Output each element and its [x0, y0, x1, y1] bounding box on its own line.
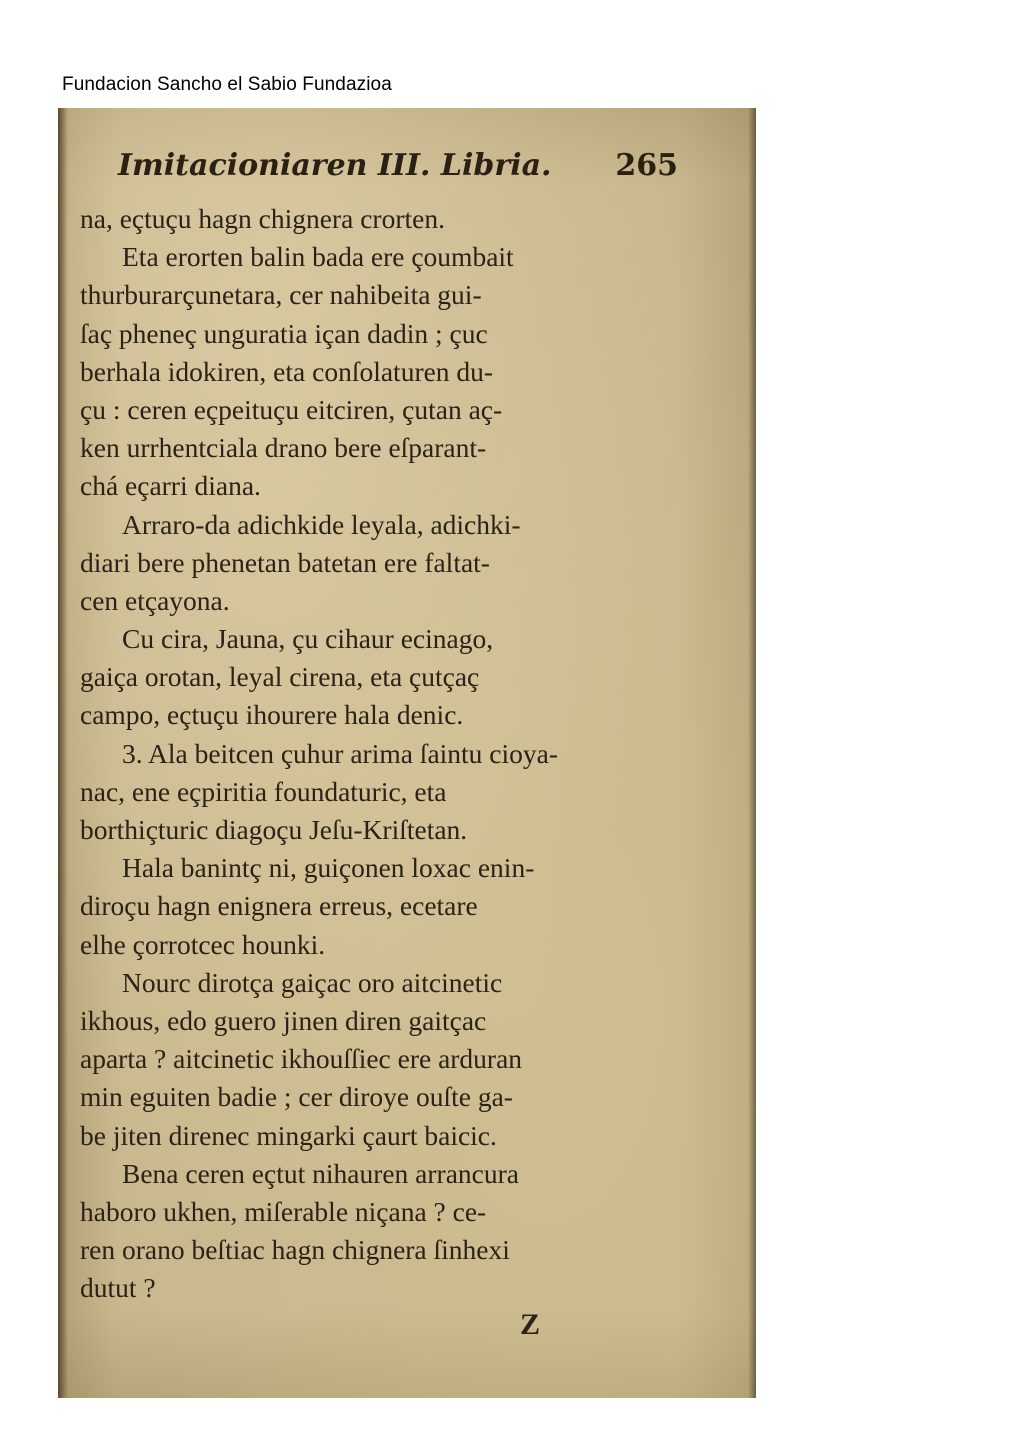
page-binding-edge — [58, 108, 68, 1398]
text-line: çu : ceren eçpeituçu eitciren, çutan aç- — [80, 393, 503, 425]
running-head-title: Imitacioniaren III. Libria. — [118, 148, 552, 183]
signature-mark: Z — [520, 1308, 541, 1341]
text-line: Hala banintç ni, guiçonen loxac enin- — [122, 852, 535, 884]
text-line: thurburarçunetara, cer nahibeita gui- — [80, 279, 482, 311]
text-line: dutut ? — [80, 1272, 156, 1304]
text-line: campo, eçtuçu ihourere hala denic. — [80, 699, 464, 731]
text-line: Cu cira, Jauna, çu cihaur ecinago, — [122, 623, 494, 655]
text-line: diari bere phenetan batetan ere faltat- — [80, 546, 490, 578]
text-line: be jiten direnec mingarki çaurt baicic. — [80, 1119, 497, 1151]
text-line: Nourc dirotça gaiçac oro aitcinetic — [122, 966, 503, 998]
running-head — [118, 148, 678, 183]
scanned-page — [58, 108, 756, 1398]
text-line: cen etçayona. — [80, 584, 230, 616]
text-line: chá eçarri diana. — [80, 470, 261, 502]
text-line: ken urrhentciala drano bere eſparant- — [80, 432, 487, 464]
text-line: 3. Ala beitcen çuhur arima ſaintu cioya- — [122, 737, 559, 769]
text-line: ikhous, edo guero jinen diren gaitçac — [80, 1004, 487, 1036]
body-text — [80, 200, 680, 1307]
text-line: ſaç pheneç unguratia içan dadin ; çuc — [80, 317, 488, 349]
text-line: haboro ukhen, miſerable niçana ? ce- — [80, 1195, 487, 1227]
text-line: diroçu hagn enignera erreus, ecetare — [80, 890, 478, 922]
text-line: aparta ? aitcinetic ikhouſſiec ere arduran — [80, 1043, 523, 1075]
page-outer-edge — [748, 108, 756, 1398]
watermark-text: Fundacion Sancho el Sabio Fundazioa — [62, 74, 392, 95]
text-line: Eta erorten balin bada ere çoumbait — [122, 241, 514, 273]
text-line: nac, ene eçpiritia foundaturic, eta — [80, 775, 447, 807]
text-line: Arraro-da adichkide leyala, adichki- — [122, 508, 521, 540]
text-line: berhala idokiren, eta conſolaturen du- — [80, 355, 494, 387]
text-line: elhe çorrotcec hounki. — [80, 928, 326, 960]
text-line: borthiçturic diagoçu Jeſu-Kriſtetan. — [80, 814, 468, 845]
text-line: gaiça orotan, leyal cirena, eta çutçaç — [80, 661, 480, 693]
text-line: Bena ceren eçtut nihauren arrancura — [122, 1157, 519, 1189]
page-number: 265 — [615, 148, 678, 183]
text-line: na, eçtuçu hagn chignera crorten. — [80, 203, 445, 234]
text-line: min eguiten badie ; cer diroye ouſte ga- — [80, 1081, 513, 1113]
text-line: ren orano beſtiac hagn chignera ſinhexi — [80, 1234, 510, 1266]
